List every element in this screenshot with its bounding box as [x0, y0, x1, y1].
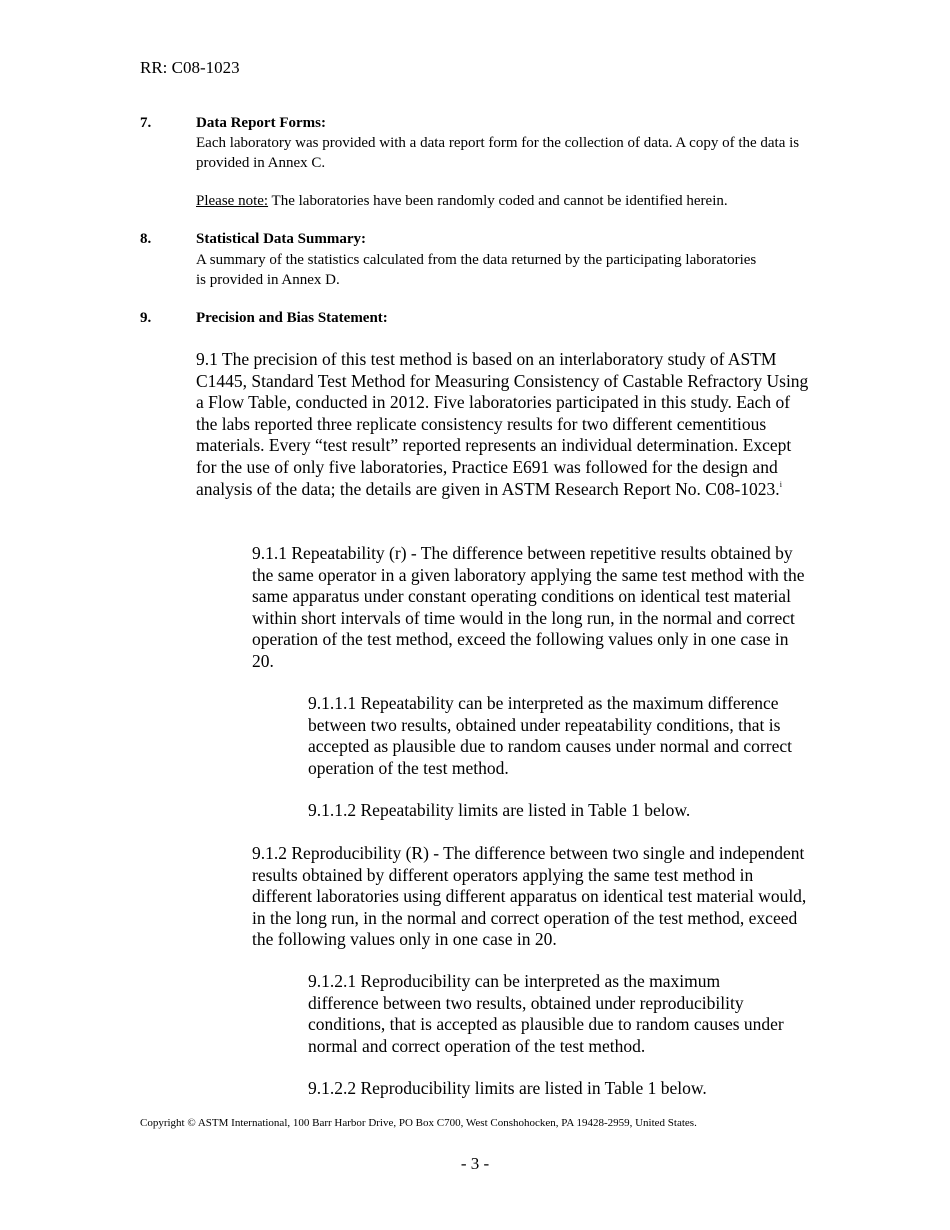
note-text: The laboratories have been randomly coded and cannot be identified herein. [268, 193, 728, 209]
paragraph-9-1-2-2: 9.1.2.2 Reproducibility limits are listed in Table 1 below. [308, 1078, 707, 1098]
paragraph-9-1-2-1: 9.1.2.1 Reproducibility can be interpreted as the maximum difference between two results, obtained under reproducibility conditions, that is accepted as plausible due to random causes under normal and correct operation of the test method. [308, 971, 784, 1056]
section-8-number: 8. [140, 231, 152, 247]
section-7-note [196, 191, 836, 211]
section-9-title: Precision and Bias Statement: [196, 310, 388, 326]
copyright-footer: Copyright © ASTM International, 100 Barr Harbor Drive, PO Box C700, West Conshohocken, PA 19428-2959, United States. [140, 1117, 697, 1129]
section-7-text: Each laboratory was provided with a data report form for the collection of data. A copy of the data is provided in Annex C. [196, 135, 800, 171]
note-label: Please note: [196, 193, 269, 209]
paragraph-9-1 [196, 349, 812, 500]
section-8-text: A summary of the statistics calculated from the data returned by the participating laboratories is provided in Annex D. [196, 252, 757, 288]
page-number: - 3 - [460, 1154, 490, 1173]
report-id-header: RR: C08-1023 [140, 58, 240, 77]
paragraph-9-1-1-1: 9.1.1.1 Repeatability can be interpreted as the maximum difference between two results, obtained under repeatability conditions, that is accepted as plausible due to random causes under normal and correct operation of the test method. [308, 693, 792, 778]
section-7-title: Data Report Forms: [196, 115, 326, 131]
section-9-number: 9. [140, 310, 152, 326]
paragraph-9-1-2: 9.1.2 Reproducibility (R) - The difference between two single and independent results obtained by different operators applying the same test method in different laboratories using different apparatus on identical test material would, in the long run, in the normal and correct operation of the test method, exceed the following values only in one case in 20. [252, 843, 807, 950]
section-7-number: 7. [140, 115, 152, 131]
paragraph-9-1-1: 9.1.1 Repeatability (r) - The difference between repetitive results obtained by the same operator in a given laboratory applying the same test method with the same apparatus under constant operating conditions on identical test material within short intervals of time would in the long run, in the normal and correct operation of the test method, exceed the following values only in one case in 20. [252, 543, 805, 671]
footnote-marker: i [779, 479, 782, 489]
section-8-title: Statistical Data Summary: [196, 231, 366, 247]
paragraph-9-1-text: 9.1 The precision of this test method is based on an interlaboratory study of ASTM C1445, Standard Test Method for Measuring Consistency of Castable Refractory Using a Flow Table, conducted in 2012. Five laboratories participated in this study. Each of the labs reported three replicate consistency results for two different cementitious materials. Every “test result” reported represents an individual determination. Except for the use of only five laboratories, Practice E691 was followed for the design and analysis of the data; the details are given in ASTM Research Report No. C08-1023. [196, 349, 809, 499]
paragraph-9-1-1-2: 9.1.1.2 Repeatability limits are listed in Table 1 below. [308, 800, 691, 820]
